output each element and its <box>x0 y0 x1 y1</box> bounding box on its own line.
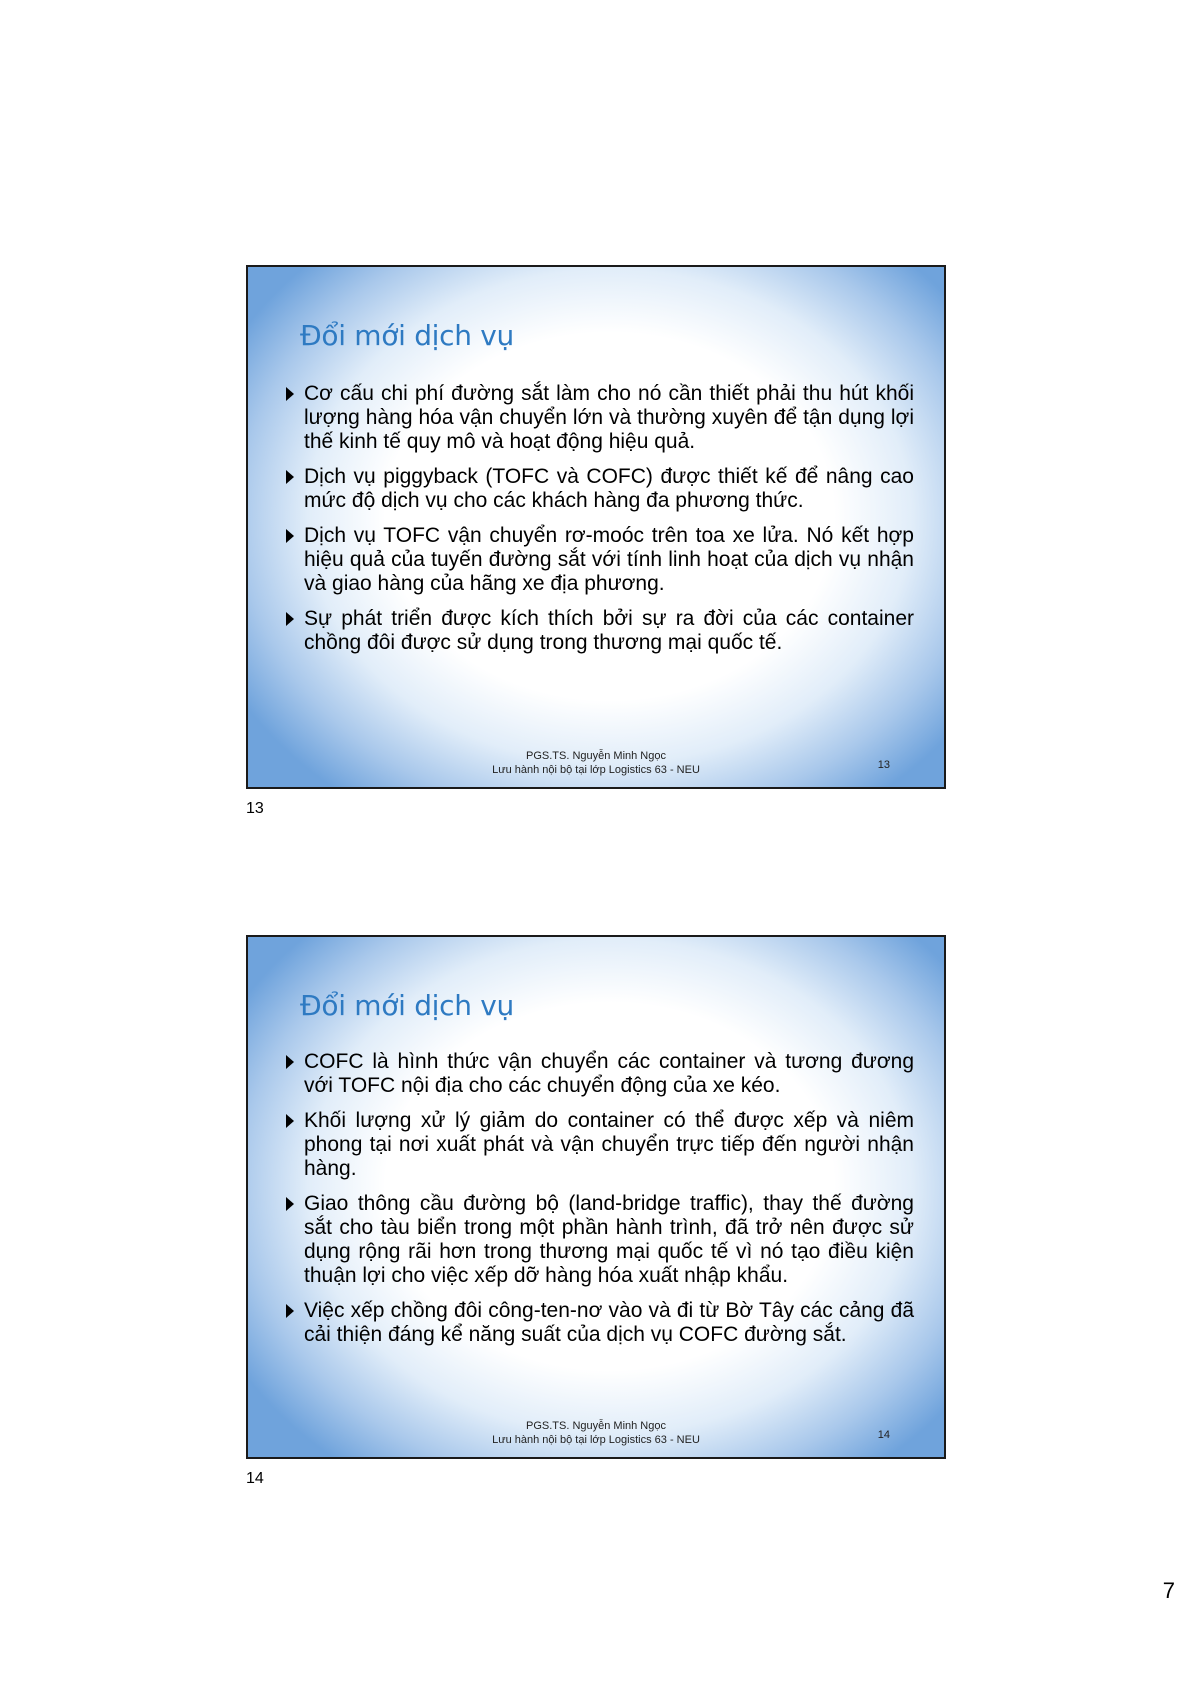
slide-13 <box>246 265 946 789</box>
bullet-item <box>286 524 914 596</box>
bullet-item <box>286 1050 914 1098</box>
bullet-text: Sự phát triển được kích thích bởi sự ra đời của các container chồng đôi được sử dụng trong thương mại quốc tế. <box>304 607 914 654</box>
triangle-right-icon <box>286 1114 294 1128</box>
slide-title: Đổi mới dịch vụ <box>300 319 515 352</box>
bullet-item <box>286 1299 914 1347</box>
slide-number: 14 <box>877 1429 890 1441</box>
bullet-text: Khối lượng xử lý giảm do container có thể được xếp và niêm phong tại nơi xuất phát và vận chuyển trực tiếp đến người nhận hàng. <box>304 1109 914 1180</box>
slide-footer <box>248 749 944 777</box>
footer-note: Lưu hành nội bộ tại lớp Logistics 63 - NEU <box>492 1434 700 1446</box>
triangle-right-icon <box>286 470 294 484</box>
triangle-right-icon <box>286 1197 294 1211</box>
slide-caption: 13 <box>246 800 264 817</box>
bullet-text: Cơ cấu chi phí đường sắt làm cho nó cần thiết phải thu hút khối lượng hàng hóa vận chuyển lớn và thường xuyên để tận dụng lợi thế kinh tế quy mô và hoạt động hiệu quả. <box>304 382 914 453</box>
bullet-item <box>286 465 914 513</box>
bullet-list <box>286 382 914 666</box>
bullet-item <box>286 1109 914 1181</box>
triangle-right-icon <box>286 612 294 626</box>
bullet-list <box>286 1050 914 1358</box>
bullet-text: Việc xếp chồng đôi công-ten-nơ vào và đi từ Bờ Tây các cảng đã cải thiện đáng kể năng suất của dịch vụ COFC đường sắt. <box>304 1299 914 1346</box>
triangle-right-icon <box>286 1055 294 1069</box>
bullet-text: Giao thông cầu đường bộ (land-bridge traffic), thay thế đường sắt cho tàu biển trong một phần hành trình, đã trở nên được sử dụng rộng rãi hơn trong thương mại quốc tế vì nó tạo điều kiện thuận lợi cho việc xếp dỡ hàng hóa xuất nhập khẩu. <box>304 1192 914 1287</box>
slide-caption: 14 <box>246 1470 264 1487</box>
slide-footer <box>248 1419 944 1447</box>
bullet-item <box>286 382 914 454</box>
footer-note: Lưu hành nội bộ tại lớp Logistics 63 - NEU <box>492 764 700 776</box>
triangle-right-icon <box>286 387 294 401</box>
slide-14 <box>246 935 946 1459</box>
slide-number: 13 <box>877 759 890 771</box>
bullet-text: Dịch vụ piggyback (TOFC và COFC) được thiết kế để nâng cao mức độ dịch vụ cho các khách hàng đa phương thức. <box>304 465 914 512</box>
page-number: 7 <box>1162 1578 1175 1603</box>
bullet-text: Dịch vụ TOFC vận chuyển rơ-moóc trên toa xe lửa. Nó kết hợp hiệu quả của tuyến đường sắt với tính linh hoạt của dịch vụ nhận và giao hàng của hãng xe địa phương. <box>304 524 914 595</box>
triangle-right-icon <box>286 1304 294 1318</box>
footer-author: PGS.TS. Nguyễn Minh Ngọc <box>525 1420 666 1432</box>
triangle-right-icon <box>286 529 294 543</box>
bullet-item <box>286 607 914 655</box>
footer-author: PGS.TS. Nguyễn Minh Ngọc <box>525 750 666 762</box>
slide-title: Đổi mới dịch vụ <box>300 989 515 1022</box>
bullet-text: COFC là hình thức vận chuyển các container và tương đương với TOFC nội địa cho các chuyển động của xe kéo. <box>304 1050 914 1097</box>
bullet-item <box>286 1192 914 1288</box>
